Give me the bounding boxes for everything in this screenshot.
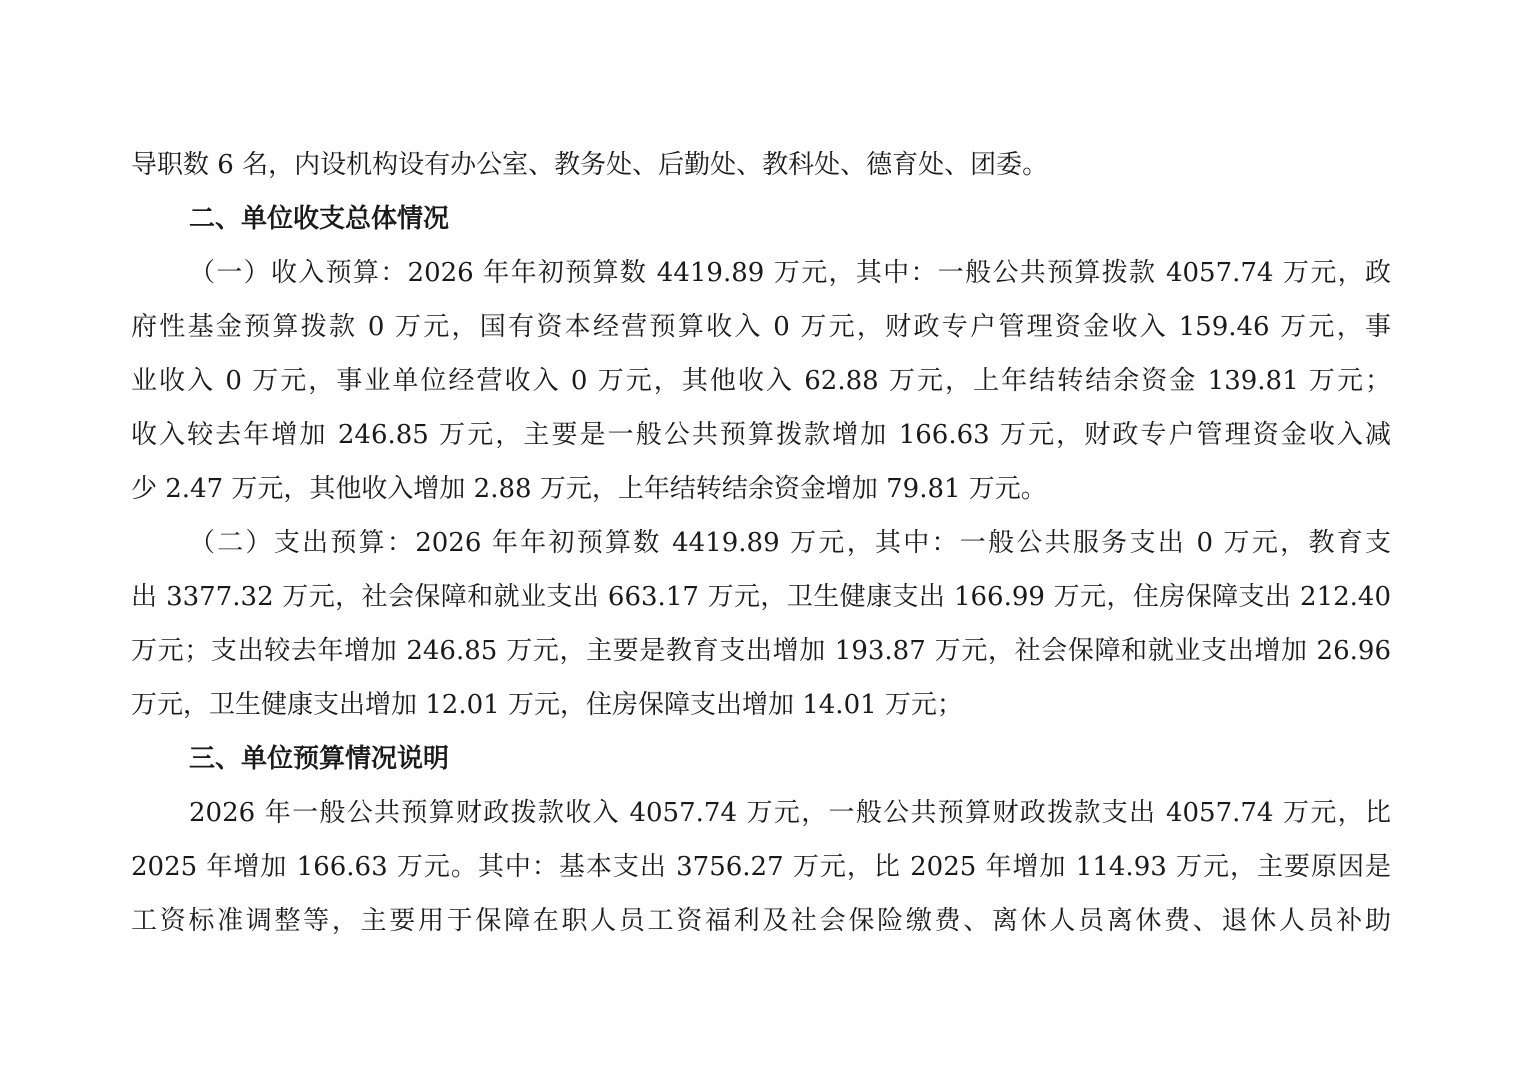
paragraph-line: 万元；支出较去年增加 246.85 万元，主要是教育支出增加 193.87 万元，社会保障和就业支出增加 26.96 bbox=[131, 636, 1391, 666]
paragraph-line: 2025 年增加 166.63 万元。其中：基本支出 3756.27 万元，比 2025 年增加 114.93 万元，主要原因是 bbox=[131, 852, 1391, 882]
paragraph-line: （二）支出预算：2026 年年初预算数 4419.89 万元，其中：一般公共服务支出 0 万元，教育支 bbox=[189, 528, 1391, 558]
paragraph-line: 万元，卫生健康支出增加 12.01 万元，住房保障支出增加 14.01 万元； bbox=[131, 690, 963, 720]
paragraph-line: 2026 年一般公共预算财政拨款收入 4057.74 万元，一般公共预算财政拨款支出 4057.74 万元，比 bbox=[189, 798, 1391, 828]
paragraph-line: 少 2.47 万元，其他收入增加 2.88 万元，上年结转结余资金增加 79.81 万元。 bbox=[131, 474, 1047, 504]
paragraph-line: 出 3377.32 万元，社会保障和就业支出 663.17 万元，卫生健康支出 166.99 万元，住房保障支出 212.40 bbox=[131, 582, 1391, 612]
section-heading-2: 二、单位收支总体情况 bbox=[189, 204, 450, 234]
paragraph-line: （一）收入预算：2026 年年初预算数 4419.89 万元，其中：一般公共预算拨款 4057.74 万元，政 bbox=[189, 258, 1391, 288]
paragraph-line: 导职数 6 名，内设机构设有办公室、教务处、后勤处、教科处、德育处、团委。 bbox=[131, 150, 1049, 180]
paragraph-line: 业收入 0 万元，事业单位经营收入 0 万元，其他收入 62.88 万元，上年结转结余资金 139.81 万元； bbox=[131, 366, 1391, 396]
section-heading-3: 三、单位预算情况说明 bbox=[189, 744, 450, 774]
paragraph-line: 府性基金预算拨款 0 万元，国有资本经营预算收入 0 万元，财政专户管理资金收入 159.46 万元，事 bbox=[131, 312, 1391, 342]
paragraph-line: 收入较去年增加 246.85 万元，主要是一般公共预算拨款增加 166.63 万元，财政专户管理资金收入减 bbox=[131, 420, 1391, 450]
paragraph-line: 工资标准调整等，主要用于保障在职人员工资福利及社会保险缴费、离休人员离休费、退休人员补助 bbox=[131, 906, 1391, 936]
